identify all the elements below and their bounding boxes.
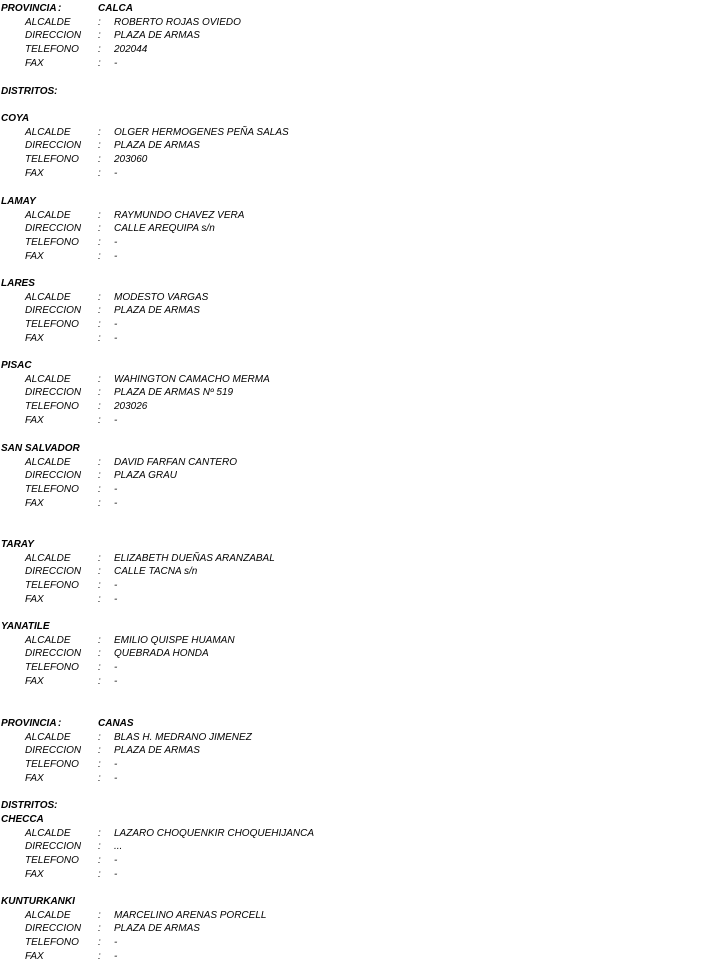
alcalde-value: LAZARO CHOQUENKIR CHOQUEHIJANCA xyxy=(114,828,315,839)
distritos-heading: DISTRITOS: xyxy=(1,86,58,97)
fax-value: - xyxy=(114,415,118,426)
telefono-label: TELEFONO xyxy=(25,401,79,412)
telefono-label: TELEFONO xyxy=(25,484,79,495)
telefono-label: TELEFONO xyxy=(25,44,79,55)
direccion-value: CALLE TACNA s/n xyxy=(114,566,198,577)
provincia-name: CANAS xyxy=(98,718,134,729)
fax-colon: : xyxy=(98,676,101,687)
alcalde-colon: : xyxy=(98,828,101,839)
telefono-colon: : xyxy=(98,154,101,165)
direccion-label: DIRECCION xyxy=(25,140,82,151)
fax-value: - xyxy=(114,951,118,962)
alcalde-value: ROBERTO ROJAS OVIEDO xyxy=(114,17,241,28)
provincia-label: PROVINCIA xyxy=(1,3,57,14)
telefono-colon: : xyxy=(98,759,101,770)
direccion-colon: : xyxy=(98,470,101,481)
alcalde-value: DAVID FARFAN CANTERO xyxy=(114,457,237,468)
alcalde-label: ALCALDE xyxy=(25,732,71,743)
alcalde-value: ELIZABETH DUEÑAS ARANZABAL xyxy=(114,553,275,564)
telefono-value: - xyxy=(114,580,118,591)
distrito-name: KUNTURKANKI xyxy=(1,896,75,907)
telefono-label: TELEFONO xyxy=(25,580,79,591)
telefono-colon: : xyxy=(98,937,101,948)
fax-value: - xyxy=(114,168,118,179)
fax-value: - xyxy=(114,333,118,344)
direccion-label: DIRECCION xyxy=(25,470,82,481)
alcalde-colon: : xyxy=(98,17,101,28)
direccion-colon: : xyxy=(98,223,101,234)
distrito-name: YANATILE xyxy=(1,621,50,632)
provincia-label: PROVINCIA xyxy=(1,718,57,729)
alcalde-colon: : xyxy=(98,457,101,468)
telefono-value: - xyxy=(114,937,118,948)
alcalde-label: ALCALDE xyxy=(25,292,71,303)
direccion-value: PLAZA DE ARMAS Nº 519 xyxy=(114,387,234,398)
fax-label: FAX xyxy=(25,168,44,179)
fax-colon: : xyxy=(98,594,101,605)
telefono-colon: : xyxy=(98,662,101,673)
direccion-label: DIRECCION xyxy=(25,30,82,41)
distrito-name: SAN SALVADOR xyxy=(1,443,80,454)
telefono-label: TELEFONO xyxy=(25,759,79,770)
telefono-colon: : xyxy=(98,484,101,495)
fax-colon: : xyxy=(98,415,101,426)
direccion-label: DIRECCION xyxy=(25,223,82,234)
direccion-colon: : xyxy=(98,648,101,659)
distritos-heading: DISTRITOS: xyxy=(1,800,58,811)
telefono-value: - xyxy=(114,319,118,330)
direccion-colon: : xyxy=(98,841,101,852)
telefono-label: TELEFONO xyxy=(25,855,79,866)
alcalde-colon: : xyxy=(98,732,101,743)
direccion-label: DIRECCION xyxy=(25,923,82,934)
telefono-value: - xyxy=(114,237,118,248)
direccion-label: DIRECCION xyxy=(25,566,82,577)
fax-label: FAX xyxy=(25,415,44,426)
provincia-name: CALCA xyxy=(98,3,133,14)
alcalde-value: MODESTO VARGAS xyxy=(114,292,209,303)
telefono-value: - xyxy=(114,662,118,673)
telefono-value: - xyxy=(114,855,118,866)
telefono-value: - xyxy=(114,759,118,770)
direccion-value: ... xyxy=(114,841,123,852)
fax-colon: : xyxy=(98,773,101,784)
fax-colon: : xyxy=(98,951,101,962)
telefono-label: TELEFONO xyxy=(25,662,79,673)
direccion-value: QUEBRADA HONDA xyxy=(114,648,209,659)
fax-colon: : xyxy=(98,869,101,880)
fax-colon: : xyxy=(98,168,101,179)
direccion-label: DIRECCION xyxy=(25,305,82,316)
fax-label: FAX xyxy=(25,594,44,605)
alcalde-label: ALCALDE xyxy=(25,910,71,921)
telefono-label: TELEFONO xyxy=(25,937,79,948)
alcalde-value: BLAS H. MEDRANO JIMENEZ xyxy=(114,732,252,743)
fax-colon: : xyxy=(98,58,101,69)
telefono-value: - xyxy=(114,484,118,495)
alcalde-colon: : xyxy=(98,374,101,385)
telefono-label: TELEFONO xyxy=(25,319,79,330)
distrito-name: LAMAY xyxy=(1,196,36,207)
alcalde-colon: : xyxy=(98,292,101,303)
telefono-colon: : xyxy=(98,855,101,866)
alcalde-colon: : xyxy=(98,210,101,221)
fax-colon: : xyxy=(98,251,101,262)
alcalde-label: ALCALDE xyxy=(25,553,71,564)
fax-colon: : xyxy=(98,498,101,509)
fax-label: FAX xyxy=(25,498,44,509)
direccion-colon: : xyxy=(98,923,101,934)
alcalde-value: WAHINGTON CAMACHO MERMA xyxy=(114,374,270,385)
alcalde-value: OLGER HERMOGENES PEÑA SALAS xyxy=(114,127,289,138)
alcalde-label: ALCALDE xyxy=(25,17,71,28)
provincia-colon: : xyxy=(58,3,62,14)
telefono-value: 203026 xyxy=(114,401,148,412)
direccion-colon: : xyxy=(98,305,101,316)
fax-value: - xyxy=(114,251,118,262)
alcalde-colon: : xyxy=(98,635,101,646)
alcalde-value: MARCELINO ARENAS PORCELL xyxy=(114,910,267,921)
telefono-value: 202044 xyxy=(114,44,148,55)
distrito-name: LARES xyxy=(1,278,35,289)
alcalde-value: EMILIO QUISPE HUAMAN xyxy=(114,635,235,646)
fax-value: - xyxy=(114,869,118,880)
fax-label: FAX xyxy=(25,333,44,344)
alcalde-value: RAYMUNDO CHAVEZ VERA xyxy=(114,210,245,221)
fax-colon: : xyxy=(98,333,101,344)
direccion-label: DIRECCION xyxy=(25,648,82,659)
fax-label: FAX xyxy=(25,676,44,687)
distrito-name: COYA xyxy=(1,113,30,124)
distrito-name: PISAC xyxy=(1,360,32,371)
alcalde-label: ALCALDE xyxy=(25,828,71,839)
telefono-colon: : xyxy=(98,401,101,412)
telefono-colon: : xyxy=(98,319,101,330)
direccion-value: CALLE AREQUIPA s/n xyxy=(114,223,215,234)
distrito-name: CHECCA xyxy=(1,814,44,825)
alcalde-label: ALCALDE xyxy=(25,127,71,138)
alcalde-label: ALCALDE xyxy=(25,635,71,646)
alcalde-label: ALCALDE xyxy=(25,457,71,468)
fax-label: FAX xyxy=(25,951,44,962)
direccion-label: DIRECCION xyxy=(25,841,82,852)
direccion-colon: : xyxy=(98,387,101,398)
direccion-label: DIRECCION xyxy=(25,387,82,398)
direccion-colon: : xyxy=(98,745,101,756)
alcalde-label: ALCALDE xyxy=(25,374,71,385)
provincia-colon: : xyxy=(58,718,62,729)
direccion-colon: : xyxy=(98,30,101,41)
alcalde-label: ALCALDE xyxy=(25,210,71,221)
direccion-value: PLAZA DE ARMAS xyxy=(114,305,200,316)
direccion-label: DIRECCION xyxy=(25,745,82,756)
alcalde-colon: : xyxy=(98,910,101,921)
direccion-value: PLAZA DE ARMAS xyxy=(114,923,200,934)
direccion-colon: : xyxy=(98,140,101,151)
fax-value: - xyxy=(114,676,118,687)
fax-value: - xyxy=(114,58,118,69)
telefono-colon: : xyxy=(98,237,101,248)
distrito-name: TARAY xyxy=(1,539,34,550)
direccion-colon: : xyxy=(98,566,101,577)
fax-label: FAX xyxy=(25,869,44,880)
fax-label: FAX xyxy=(25,58,44,69)
fax-value: - xyxy=(114,498,118,509)
telefono-label: TELEFONO xyxy=(25,154,79,165)
fax-value: - xyxy=(114,594,118,605)
alcalde-colon: : xyxy=(98,553,101,564)
fax-value: - xyxy=(114,773,118,784)
alcalde-colon: : xyxy=(98,127,101,138)
telefono-label: TELEFONO xyxy=(25,237,79,248)
telefono-colon: : xyxy=(98,44,101,55)
fax-label: FAX xyxy=(25,773,44,784)
direccion-value: PLAZA DE ARMAS xyxy=(114,745,200,756)
telefono-value: 203060 xyxy=(114,154,148,165)
direccion-value: PLAZA DE ARMAS xyxy=(114,140,200,151)
direccion-value: PLAZA GRAU xyxy=(114,470,177,481)
direccion-value: PLAZA DE ARMAS xyxy=(114,30,200,41)
telefono-colon: : xyxy=(98,580,101,591)
fax-label: FAX xyxy=(25,251,44,262)
